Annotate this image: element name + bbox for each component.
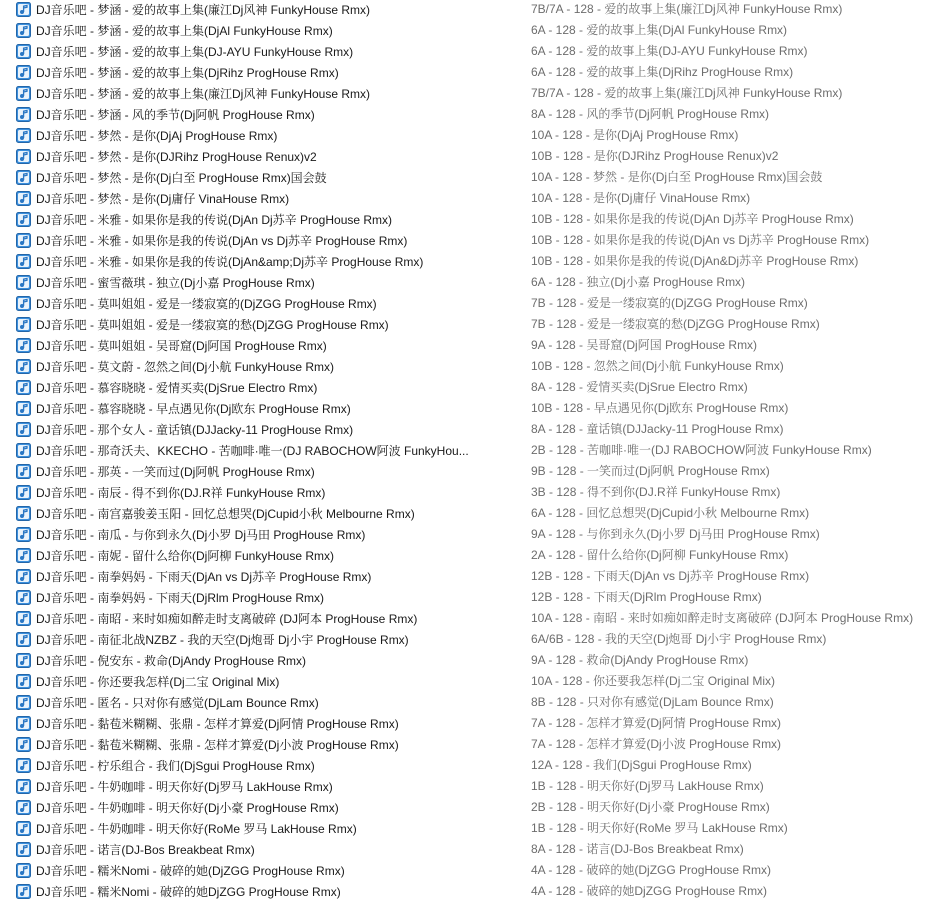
file-name-cell[interactable]: [16, 818, 486, 839]
file-tag-title: 10A - 128 - 南昭 - 来时如痴如醉走时支离破碎 (DJ阿本 ProgHouse Rmx): [531, 611, 914, 625]
file-name-cell[interactable]: [16, 461, 486, 482]
audio-file-icon: [16, 149, 31, 164]
file-row[interactable]: [0, 440, 935, 461]
file-name-cell[interactable]: [16, 398, 486, 419]
file-name: DJ音乐吧 - 莫叫姐姐 - 爱是一缕寂寞的(DjZGG ProgHouse Rmx): [36, 297, 377, 311]
file-tag-title: 10A - 128 - 是你(DjAj ProgHouse Rmx): [531, 128, 739, 142]
file-name-cell[interactable]: [16, 314, 486, 335]
file-tag-title: 2B - 128 - 明天你好(Dj小豪 ProgHouse Rmx): [531, 800, 770, 814]
file-name: DJ音乐吧 - 南昭 - 来时如痴如醉走时支离破碎 (DJ阿本 ProgHouse Rmx): [36, 612, 418, 626]
audio-file-icon: [16, 863, 31, 878]
file-tag-title: 2B - 128 - 苦咖啡·唯一(DJ RABOCHOW阿波 FunkyHouse Rmx): [531, 443, 872, 457]
file-name-cell[interactable]: [16, 41, 486, 62]
file-tag-title: 7B/7A - 128 - 爱的故事上集(廉江Dj风神 FunkyHouse Rmx): [531, 2, 843, 16]
file-tag-title: 6A - 128 - 独立(Dj小嘉 ProgHouse Rmx): [531, 275, 746, 289]
audio-file-icon: [16, 758, 31, 773]
file-name-cell[interactable]: [16, 755, 486, 776]
file-name-cell[interactable]: [16, 230, 486, 251]
audio-file-icon: [16, 2, 31, 17]
file-row[interactable]: [0, 671, 935, 692]
file-name: DJ音乐吧 - 蜜雪薇琪 - 独立(Dj小嘉 ProgHouse Rmx): [36, 276, 315, 290]
file-name: DJ音乐吧 - 梦涵 - 爱的故事上集(DjRihz ProgHouse Rmx): [36, 66, 339, 80]
file-tag-title: 4A - 128 - 破碎的她DjZGG ProgHouse Rmx): [531, 884, 768, 898]
file-name-cell[interactable]: [16, 797, 486, 818]
file-name-cell[interactable]: [16, 566, 486, 587]
file-row[interactable]: [0, 860, 935, 881]
file-row[interactable]: [0, 377, 935, 398]
file-tag-title: 10B - 128 - 是你(DJRihz ProgHouse Renux)v2: [531, 149, 779, 163]
file-row[interactable]: [0, 0, 935, 20]
file-name: DJ音乐吧 - 梦涵 - 爱的故事上集(廉江Dj风神 FunkyHouse Rmx): [36, 87, 371, 101]
file-name: DJ音乐吧 - 慕容晓晓 - 爱情买卖(DjSrue Electro Rmx): [36, 381, 318, 395]
audio-file-icon: [16, 233, 31, 248]
file-row[interactable]: [0, 587, 935, 608]
file-row[interactable]: [0, 839, 935, 860]
file-name: DJ音乐吧 - 糯米Nomi - 破碎的她(DjZGG ProgHouse Rmx): [36, 864, 345, 878]
audio-file-icon: [16, 317, 31, 332]
file-name-cell[interactable]: [16, 545, 486, 566]
file-name: DJ音乐吧 - 梦涵 - 爱的故事上集(DJ-AYU FunkyHouse Rmx): [36, 45, 354, 59]
file-row[interactable]: [0, 314, 935, 335]
audio-file-icon: [16, 884, 31, 899]
file-name: DJ音乐吧 - 南妮 - 留什么给你(Dj阿柳 FunkyHouse Rmx): [36, 549, 335, 563]
audio-file-icon: [16, 737, 31, 752]
audio-file-icon: [16, 65, 31, 80]
audio-file-icon: [16, 296, 31, 311]
file-row[interactable]: [0, 398, 935, 419]
file-tag-title: 6A - 128 - 爱的故事上集(DJ-AYU FunkyHouse Rmx): [531, 44, 808, 58]
audio-file-icon: [16, 275, 31, 290]
audio-file-icon: [16, 695, 31, 710]
file-tag-title: 6A/6B - 128 - 我的天空(Dj炮哥 Dj小宇 ProgHouse Rmx): [531, 632, 827, 646]
file-name: DJ音乐吧 - 米雅 - 如果你是我的传说(DjAn&amp;Dj苏辛 ProgHouse Rmx): [36, 255, 424, 269]
file-name: DJ音乐吧 - 牛奶咖啡 - 明天你好(Dj小豪 ProgHouse Rmx): [36, 801, 339, 815]
file-name: DJ音乐吧 - 梦然 - 是你(Dj庸仔 VinaHouse Rmx): [36, 192, 290, 206]
file-name: DJ音乐吧 - 牛奶咖啡 - 明天你好(RoMe 罗马 LakHouse Rmx): [36, 822, 357, 836]
file-row[interactable]: [0, 62, 935, 83]
file-name-cell[interactable]: [16, 713, 486, 734]
file-row[interactable]: [0, 83, 935, 104]
file-tag-title: 8B - 128 - 只对你有感觉(DjLam Bounce Rmx): [531, 695, 774, 709]
file-tag-title: 7B - 128 - 爱是一缕寂寞的愁(DjZGG ProgHouse Rmx): [531, 317, 820, 331]
file-row[interactable]: [0, 608, 935, 629]
file-row[interactable]: [0, 629, 935, 650]
file-name-cell[interactable]: [16, 860, 486, 881]
file-row[interactable]: [0, 41, 935, 62]
file-name: DJ音乐吧 - 匿名 - 只对你有感觉(DjLam Bounce Rmx): [36, 696, 319, 710]
file-row[interactable]: [0, 818, 935, 839]
file-name: DJ音乐吧 - 南拳妈妈 - 下雨天(DjAn vs Dj苏辛 ProgHouse Rmx): [36, 570, 372, 584]
file-row[interactable]: [0, 524, 935, 545]
audio-file-icon: [16, 716, 31, 731]
file-row[interactable]: [0, 734, 935, 755]
file-name: DJ音乐吧 - 梦涵 - 爱的故事上集(廉江Dj风神 FunkyHouse Rmx): [36, 3, 371, 17]
file-name: DJ音乐吧 - 米雅 - 如果你是我的传说(DjAn Dj苏辛 ProgHouse Rmx): [36, 213, 393, 227]
file-name-cell[interactable]: [16, 0, 486, 20]
file-tag-title: 7B/7A - 128 - 爱的故事上集(廉江Dj风神 FunkyHouse Rmx): [531, 86, 843, 100]
file-tag-title: 10A - 128 - 梦然 - 是你(Dj白至 ProgHouse Rmx)国会鼓: [531, 170, 823, 184]
file-name-cell[interactable]: [16, 188, 486, 209]
file-name-cell[interactable]: [16, 629, 486, 650]
file-name-cell[interactable]: [16, 650, 486, 671]
file-row[interactable]: [0, 209, 935, 230]
file-tag-title: 6A - 128 - 爱的故事上集(DjAl FunkyHouse Rmx): [531, 23, 788, 37]
file-row[interactable]: [0, 482, 935, 503]
file-name: DJ音乐吧 - 南瓜 - 与你到永久(Dj小罗 Dj马田 ProgHouse Rmx): [36, 528, 366, 542]
file-row[interactable]: [0, 335, 935, 356]
file-name-cell[interactable]: [16, 377, 486, 398]
file-name: DJ音乐吧 - 米雅 - 如果你是我的传说(DjAn vs Dj苏辛 ProgHouse Rmx): [36, 234, 408, 248]
file-name: DJ音乐吧 - 南征北战NZBZ - 我的天空(Dj炮哥 Dj小宇 ProgHouse Rmx): [36, 633, 409, 647]
file-name: DJ音乐吧 - 那个女人 - 童话镇(DJJacky-11 ProgHouse Rmx): [36, 423, 354, 437]
file-tag-title: 10B - 128 - 如果你是我的传说(DjAn Dj苏辛 ProgHouse Rmx): [531, 212, 854, 226]
audio-file-icon: [16, 590, 31, 605]
file-name: DJ音乐吧 - 南拳妈妈 - 下雨天(DjRlm ProgHouse Rmx): [36, 591, 325, 605]
file-row[interactable]: [0, 776, 935, 797]
file-name-cell[interactable]: [16, 20, 486, 41]
audio-file-icon: [16, 632, 31, 647]
file-name-cell[interactable]: [16, 356, 486, 377]
audio-file-icon: [16, 44, 31, 59]
file-name: DJ音乐吧 - 那英 - 一笑而过(Dj阿帆 ProgHouse Rmx): [36, 465, 315, 479]
file-row[interactable]: [0, 461, 935, 482]
file-name: DJ音乐吧 - 慕容晓晓 - 早点遇见你(Dj欧东 ProgHouse Rmx): [36, 402, 351, 416]
file-name-cell[interactable]: [16, 503, 486, 524]
file-name: DJ音乐吧 - 莫文蔚 - 忽然之间(Dj小航 FunkyHouse Rmx): [36, 360, 335, 374]
file-tag-title: 12B - 128 - 下雨天(DjRlm ProgHouse Rmx): [531, 590, 762, 604]
audio-file-icon: [16, 485, 31, 500]
file-row[interactable]: [0, 188, 935, 209]
file-name: DJ音乐吧 - 梦涵 - 爱的故事上集(DjAl FunkyHouse Rmx): [36, 24, 333, 38]
file-name-cell[interactable]: [16, 167, 486, 188]
file-name-cell[interactable]: [16, 671, 486, 692]
audio-file-icon: [16, 338, 31, 353]
file-tag-title: 6A - 128 - 爱的故事上集(DjRihz ProgHouse Rmx): [531, 65, 794, 79]
file-name-cell[interactable]: [16, 83, 486, 104]
audio-file-icon: [16, 128, 31, 143]
audio-file-icon: [16, 569, 31, 584]
file-name: DJ音乐吧 - 南宫嘉骏姜玉阳 - 回忆总想哭(DjCupid小秋 Melbourne Rmx): [36, 507, 415, 521]
audio-file-icon: [16, 191, 31, 206]
file-name-cell[interactable]: [16, 419, 486, 440]
audio-file-icon: [16, 842, 31, 857]
file-tag-title: 10A - 128 - 你还要我怎样(Dj二宝 Original Mix): [531, 674, 776, 688]
file-name-cell[interactable]: [16, 482, 486, 503]
file-name-cell[interactable]: [16, 440, 486, 461]
file-tag-title: 10A - 128 - 是你(Dj庸仔 VinaHouse Rmx): [531, 191, 751, 205]
file-row[interactable]: [0, 692, 935, 713]
file-tag-title: 6A - 128 - 回忆总想哭(DjCupid小秋 Melbourne Rmx): [531, 506, 810, 520]
file-name-cell[interactable]: [16, 734, 486, 755]
file-tag-title: 12A - 128 - 我们(DjSgui ProgHouse Rmx): [531, 758, 752, 772]
file-row[interactable]: [0, 503, 935, 524]
file-tag-title: 9B - 128 - 一笑而过(Dj阿帆 ProgHouse Rmx): [531, 464, 770, 478]
file-name: DJ音乐吧 - 那奇沃夫、KKECHO - 苦咖啡·唯一(DJ RABOCHOW阿波 FunkyHou...: [36, 444, 469, 458]
file-tag-title: 12B - 128 - 下雨天(DjAn vs Dj苏辛 ProgHouse Rmx): [531, 569, 810, 583]
file-name: DJ音乐吧 - 黏苞米糊糊、张鼎 - 怎样才算爱(Dj阿情 ProgHouse Rmx): [36, 717, 399, 731]
file-row[interactable]: [0, 167, 935, 188]
file-tag-title: 7A - 128 - 怎样才算爱(Dj小波 ProgHouse Rmx): [531, 737, 782, 751]
file-row[interactable]: [0, 356, 935, 377]
audio-file-icon: [16, 821, 31, 836]
file-tag-title: 4A - 128 - 破碎的她(DjZGG ProgHouse Rmx): [531, 863, 772, 877]
file-name: DJ音乐吧 - 柠乐组合 - 我们(DjSgui ProgHouse Rmx): [36, 759, 315, 773]
file-tag-title: 8A - 128 - 爱情买卖(DjSrue Electro Rmx): [531, 380, 748, 394]
file-name-cell[interactable]: [16, 587, 486, 608]
audio-file-icon: [16, 464, 31, 479]
audio-file-icon: [16, 443, 31, 458]
file-row[interactable]: [0, 650, 935, 671]
file-row[interactable]: [0, 146, 935, 167]
file-name-cell[interactable]: [16, 776, 486, 797]
file-tag-title: 9A - 128 - 与你到永久(Dj小罗 Dj马田 ProgHouse Rmx): [531, 527, 820, 541]
file-tag-title: 10B - 128 - 忽然之间(Dj小航 FunkyHouse Rmx): [531, 359, 784, 373]
file-tag-title: 8A - 128 - 诺言(DJ-Bos Breakbeat Rmx): [531, 842, 744, 856]
file-row[interactable]: [0, 419, 935, 440]
file-name: DJ音乐吧 - 梦然 - 是你(DjAj ProgHouse Rmx): [36, 129, 278, 143]
file-row[interactable]: [0, 881, 935, 902]
file-name-cell[interactable]: [16, 881, 486, 902]
audio-file-icon: [16, 779, 31, 794]
file-name: DJ音乐吧 - 南辰 - 得不到你(DJ.R祥 FunkyHouse Rmx): [36, 486, 326, 500]
audio-file-icon: [16, 653, 31, 668]
file-name: DJ音乐吧 - 糯米Nomi - 破碎的她DjZGG ProgHouse Rmx): [36, 885, 341, 899]
file-name: DJ音乐吧 - 牛奶咖啡 - 明天你好(Dj罗马 LakHouse Rmx): [36, 780, 333, 794]
file-name-cell[interactable]: [16, 524, 486, 545]
file-name-cell[interactable]: [16, 209, 486, 230]
file-name-cell[interactable]: [16, 608, 486, 629]
file-tag-title: 10B - 128 - 早点遇见你(Dj欧东 ProgHouse Rmx): [531, 401, 789, 415]
file-name-cell[interactable]: [16, 293, 486, 314]
file-name: DJ音乐吧 - 你还要我怎样(Dj二宝 Original Mix): [36, 675, 280, 689]
file-name-cell[interactable]: [16, 335, 486, 356]
file-row[interactable]: [0, 293, 935, 314]
file-row[interactable]: [0, 20, 935, 41]
audio-file-icon: [16, 23, 31, 38]
file-tag-title: 10B - 128 - 如果你是我的传说(DjAn&Dj苏辛 ProgHouse Rmx): [531, 254, 859, 268]
file-tag-title: 10B - 128 - 如果你是我的传说(DjAn vs Dj苏辛 ProgHouse Rmx): [531, 233, 870, 247]
file-tag-title: 7B - 128 - 爱是一缕寂寞的(DjZGG ProgHouse Rmx): [531, 296, 808, 310]
file-name-cell[interactable]: [16, 104, 486, 125]
file-name: DJ音乐吧 - 梦涵 - 风的季节(Dj阿帆 ProgHouse Rmx): [36, 108, 315, 122]
file-row[interactable]: [0, 713, 935, 734]
audio-file-icon: [16, 527, 31, 542]
audio-file-icon: [16, 674, 31, 689]
file-row[interactable]: [0, 125, 935, 146]
file-name: DJ音乐吧 - 倪安东 - 救命(DjAndy ProgHouse Rmx): [36, 654, 307, 668]
file-row[interactable]: [0, 230, 935, 251]
file-name-cell[interactable]: [16, 272, 486, 293]
audio-file-icon: [16, 401, 31, 416]
file-name-cell[interactable]: [16, 251, 486, 272]
audio-file-icon: [16, 380, 31, 395]
audio-file-icon: [16, 86, 31, 101]
file-name-cell[interactable]: [16, 146, 486, 167]
audio-file-icon: [16, 611, 31, 626]
file-tag-title: 1B - 128 - 明天你好(Dj罗马 LakHouse Rmx): [531, 779, 764, 793]
audio-file-icon: [16, 170, 31, 185]
audio-file-icon: [16, 254, 31, 269]
file-name-cell[interactable]: [16, 125, 486, 146]
file-row[interactable]: [0, 755, 935, 776]
file-row[interactable]: [0, 251, 935, 272]
file-tag-title: 3B - 128 - 得不到你(DJ.R祥 FunkyHouse Rmx): [531, 485, 781, 499]
file-row[interactable]: [0, 545, 935, 566]
file-tag-title: 8A - 128 - 童话镇(DJJacky-11 ProgHouse Rmx): [531, 422, 784, 436]
file-name: DJ音乐吧 - 莫叫姐姐 - 爱是一缕寂寞的愁(DjZGG ProgHouse Rmx): [36, 318, 389, 332]
file-name: DJ音乐吧 - 黏苞米糊糊、张鼎 - 怎样才算爱(Dj小波 ProgHouse Rmx): [36, 738, 399, 752]
file-name-cell[interactable]: [16, 692, 486, 713]
file-tag-title: 7A - 128 - 怎样才算爱(Dj阿情 ProgHouse Rmx): [531, 716, 782, 730]
audio-file-icon: [16, 548, 31, 563]
file-tag-title: 8A - 128 - 风的季节(Dj阿帆 ProgHouse Rmx): [531, 107, 770, 121]
audio-file-icon: [16, 800, 31, 815]
audio-file-icon: [16, 212, 31, 227]
file-tag-title: 1B - 128 - 明天你好(RoMe 罗马 LakHouse Rmx): [531, 821, 788, 835]
file-row[interactable]: [0, 272, 935, 293]
file-name: DJ音乐吧 - 梦然 - 是你(Dj白至 ProgHouse Rmx)国会鼓: [36, 171, 327, 185]
audio-file-icon: [16, 107, 31, 122]
file-row[interactable]: [0, 566, 935, 587]
audio-file-icon: [16, 506, 31, 521]
audio-file-icon: [16, 422, 31, 437]
file-tag-title: 9A - 128 - 救命(DjAndy ProgHouse Rmx): [531, 653, 749, 667]
file-name: DJ音乐吧 - 诺言(DJ-Bos Breakbeat Rmx): [36, 843, 255, 857]
file-tag-title: 9A - 128 - 吴哥窟(Dj阿国 ProgHouse Rmx): [531, 338, 758, 352]
file-name-cell[interactable]: [16, 839, 486, 860]
file-tag-title: 2A - 128 - 留什么给你(Dj阿柳 FunkyHouse Rmx): [531, 548, 789, 562]
file-name-cell[interactable]: [16, 62, 486, 83]
file-row[interactable]: [0, 104, 935, 125]
file-name: DJ音乐吧 - 莫叫姐姐 - 吴哥窟(Dj阿国 ProgHouse Rmx): [36, 339, 327, 353]
audio-file-icon: [16, 359, 31, 374]
file-row[interactable]: [0, 797, 935, 818]
file-name: DJ音乐吧 - 梦然 - 是你(DJRihz ProgHouse Renux)v2: [36, 150, 317, 164]
